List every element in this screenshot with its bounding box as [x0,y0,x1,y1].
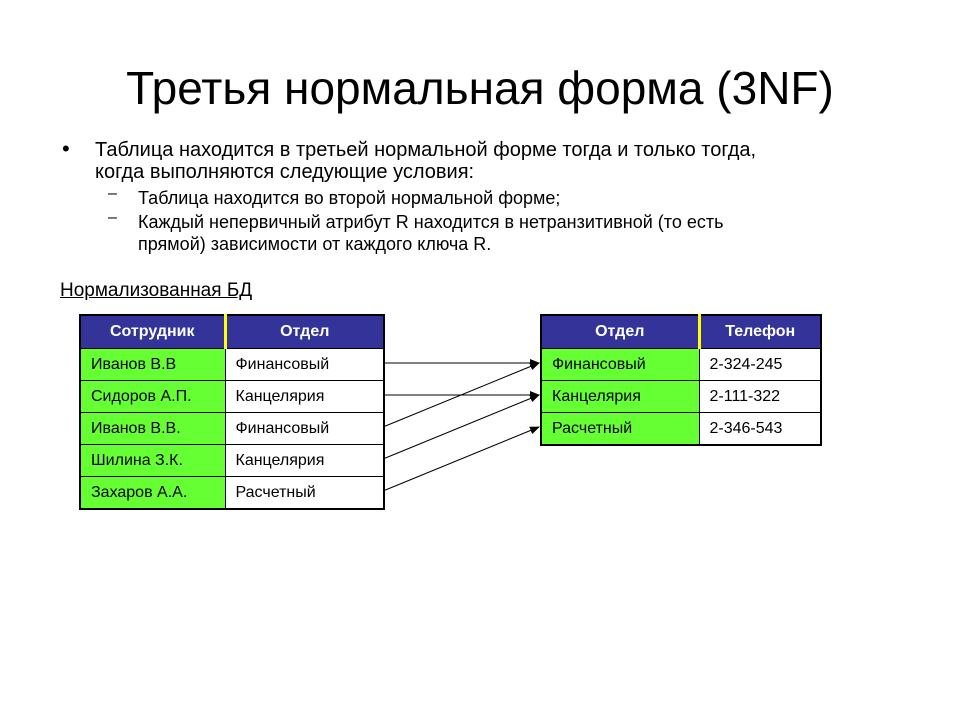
employee-department-cell: Канцелярия [225,445,384,477]
employee-name-cell: Иванов В.В [80,349,225,381]
bullet-marker: • [62,136,70,161]
employee-name-cell: Сидоров А.П. [80,381,225,413]
subitem-2-line-2: прямой) зависимости от каждого ключа R. [138,234,492,254]
page-title: Третья нормальная форма (3NF) [126,62,834,114]
subitem-2-line-1: Каждый непервичный атрибут R находится в нетранзитивной (то есть [138,212,724,232]
normalized-db-label: Нормализованная БД [60,280,253,301]
department-name-cell: Канцелярия [541,381,699,413]
employee-department-cell: Финансовый [225,349,384,381]
department-phone-cell: 2-324-245 [699,349,821,381]
employee-name-cell: Шилина З.К. [80,445,225,477]
departments-header-phone: Телефон [699,315,821,349]
relation-arrow [383,427,539,491]
subitem-2-dash: – [108,209,117,226]
subitem-1-line-1: Таблица находится во второй нормальной форме; [138,188,561,208]
employee-department-cell: Расчетный [225,477,384,510]
employee-department-cell: Финансовый [225,413,384,445]
department-name-cell: Финансовый [541,349,699,381]
bullet-text-line-2: когда выполняются следующие условия: [95,161,475,183]
bullet-text-line-1: Таблица находится в третьей нормальной форме тогда и только тогда, [95,139,757,161]
department-phone-cell: 2-111-322 [699,381,821,413]
departments-header-department: Отдел [541,315,699,349]
department-name-cell: Расчетный [541,413,699,446]
department-phone-cell: 2-346-543 [699,413,821,446]
employee-name-cell: Иванов В.В. [80,413,225,445]
employee-name-cell: Захаров А.А. [80,477,225,510]
employees-header-department: Отдел [225,315,384,349]
subitem-1-dash: – [108,185,117,202]
employees-header-employee: Сотрудник [80,315,225,349]
relation-arrow [383,395,539,459]
employee-department-cell: Канцелярия [225,381,384,413]
